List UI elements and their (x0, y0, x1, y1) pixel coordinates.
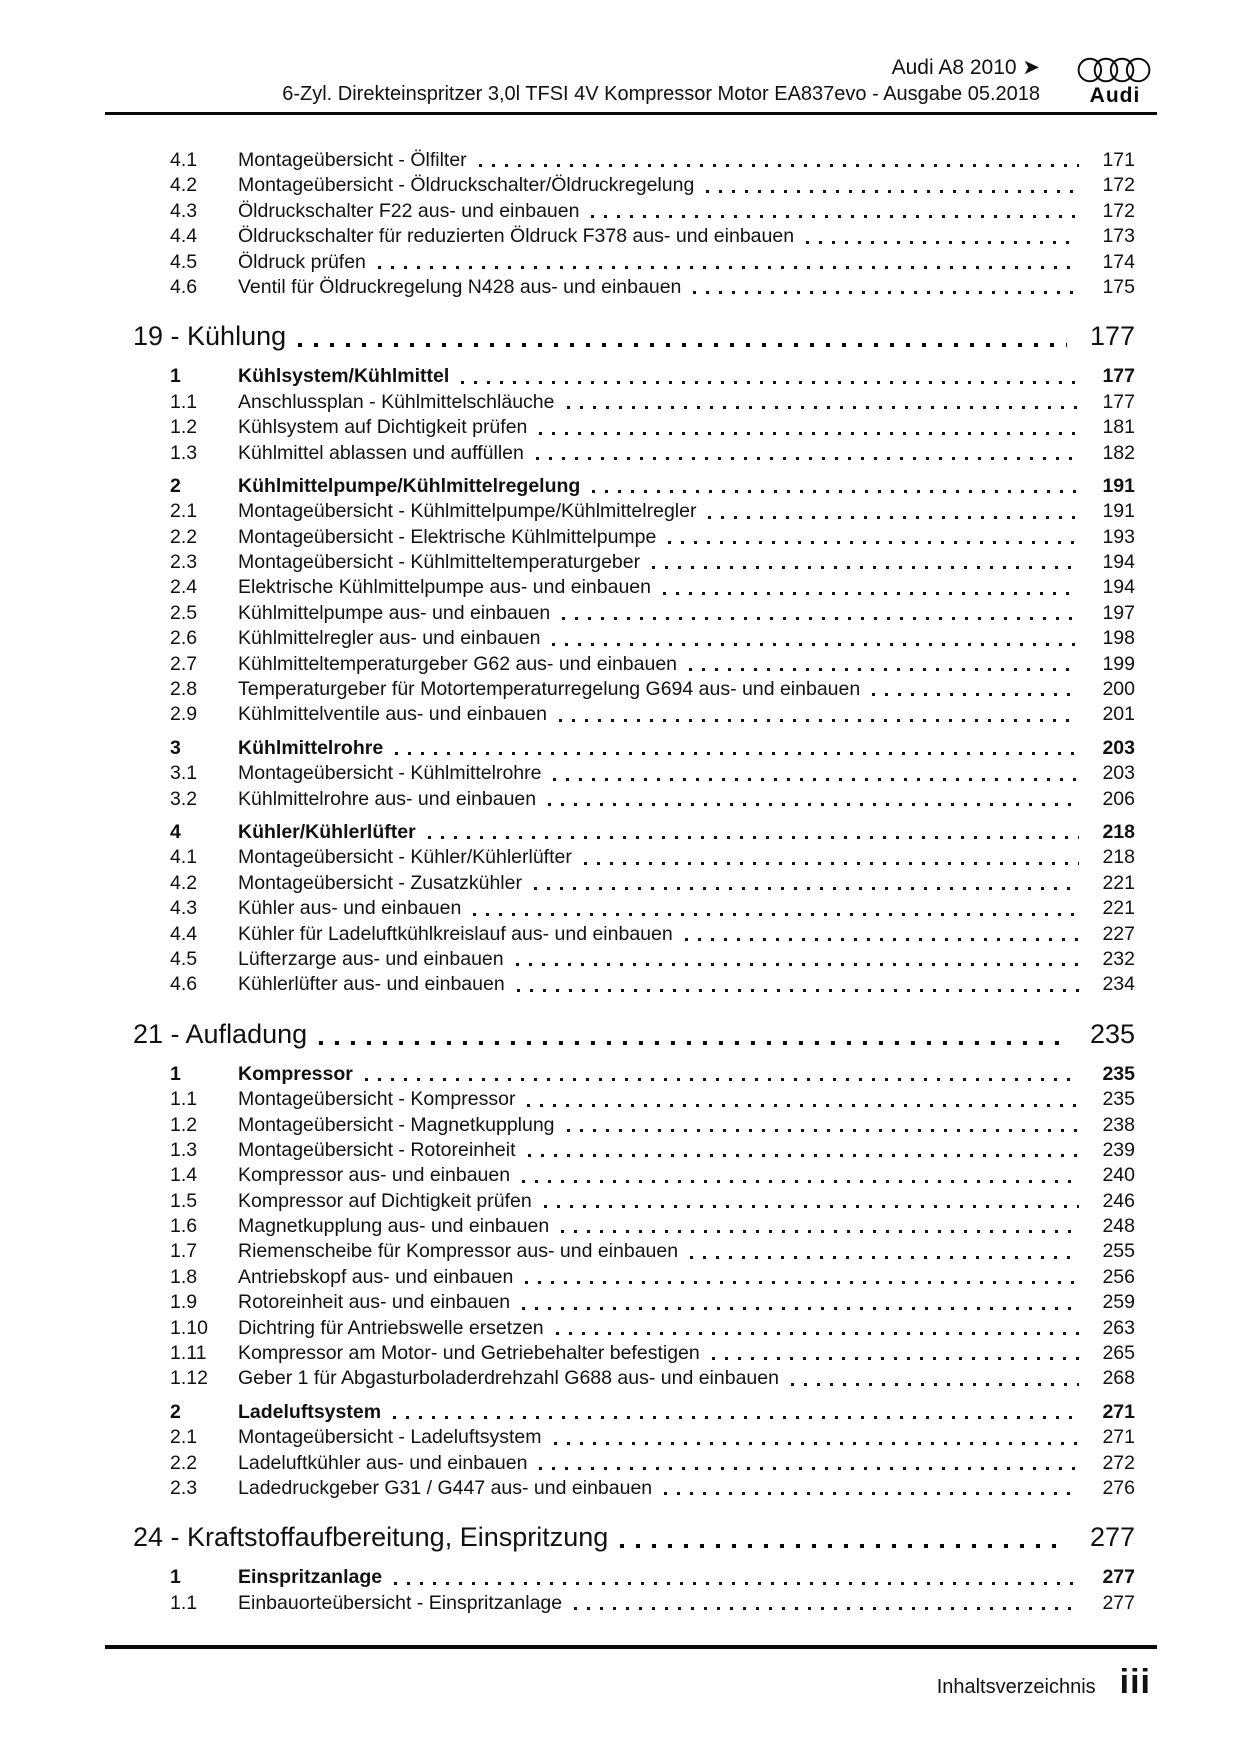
toc-entry-page: 221 (1102, 871, 1135, 894)
toc-entry-page: 271 (1102, 1426, 1135, 1449)
toc-entry-page: 218 (1102, 846, 1135, 869)
toc-entry-row[interactable] (105, 415, 1157, 440)
toc-entry-number: 4.3 (170, 199, 198, 222)
toc-entry-row[interactable] (105, 1591, 1157, 1616)
toc-entry-number: 1.3 (170, 441, 198, 464)
toc-entry-row[interactable] (105, 1451, 1157, 1476)
dot-leader (666, 525, 1079, 550)
toc-entry-title: Montageübersicht - Zusatzkühler (238, 871, 522, 894)
toc-entry-page: 240 (1102, 1164, 1135, 1187)
toc-entry-page: 203 (1102, 762, 1135, 785)
toc-entry-number: 2.3 (170, 551, 198, 574)
toc-entry-row[interactable] (105, 702, 1157, 727)
toc-entry-row[interactable] (105, 148, 1157, 173)
toc-entry-row[interactable] (105, 199, 1157, 224)
toc-entry-title: Kühlerlüfter aus- und einbauen (238, 973, 505, 996)
toc-entry-row[interactable] (105, 896, 1157, 921)
header-text (105, 54, 1157, 108)
toc-entry-page: 232 (1102, 947, 1135, 970)
dot-leader (590, 474, 1079, 499)
dot-leader (618, 1517, 1067, 1557)
toc-entry-title: Montageübersicht - Elektrische Kühlmittelpumpe (238, 525, 657, 548)
toc-entry-row[interactable] (105, 947, 1157, 972)
dot-leader (393, 736, 1079, 761)
toc-entry-row[interactable] (105, 1400, 1157, 1425)
dot-leader (589, 199, 1079, 224)
dot-leader (363, 1062, 1079, 1087)
footer-rule (105, 1645, 1157, 1649)
toc-entry-title: Kompressor am Motor- und Getriebehalter befestigen (238, 1342, 700, 1365)
toc-entry-number: 1.4 (170, 1164, 198, 1187)
toc-entry-row[interactable] (105, 736, 1157, 761)
toc-entry-number: 1.11 (170, 1342, 207, 1365)
toc-entry-number: 2.3 (170, 1476, 198, 1499)
toc-entry-number: 1.6 (170, 1215, 198, 1238)
toc-chapter-row[interactable] (105, 316, 1157, 356)
header-model-line: Audi A8 2010 ➤ (891, 56, 1040, 79)
toc-entry-title: Kühlmittelventile aus- und einbauen (238, 703, 547, 726)
toc-entry-page: 172 (1102, 174, 1135, 197)
toc-entry-page: 175 (1102, 275, 1135, 298)
toc-entry-row[interactable] (105, 601, 1157, 626)
toc-entry-title: Elektrische Kühlmittelpumpe aus- und einbauen (238, 576, 651, 599)
toc-entry-number: 2.7 (170, 652, 198, 675)
dot-leader (542, 1189, 1079, 1214)
toc-entry-number: 1.10 (170, 1316, 208, 1339)
toc-entry-title: Montageübersicht - Kühlmittelpumpe/Kühlmittelregler (238, 500, 697, 523)
toc (105, 148, 1157, 1616)
toc-entry-title: Öldruckschalter F22 aus- und einbauen (238, 199, 580, 222)
footer-label: Inhaltsverzeichnis (936, 1676, 1096, 1698)
dot-leader (661, 575, 1079, 600)
toc-chapter-page: 235 (1089, 1018, 1135, 1049)
dot-leader (572, 1591, 1079, 1616)
toc-entry-number: 2.1 (170, 1426, 198, 1449)
toc-entry-title: Montageübersicht - Rotoreinheit (238, 1138, 516, 1161)
toc-entry-row[interactable] (105, 1316, 1157, 1341)
toc-chapter-title: 19 - Kühlung (133, 321, 287, 352)
toc-entry-number: 4.1 (170, 149, 198, 171)
toc-entry-row[interactable] (105, 364, 1157, 389)
header-subtitle: 6-Zyl. Direkteinspritzer 3,0l TFSI 4V Kompressor Motor EA837evo - Ausgabe 05.2018 (282, 83, 1040, 105)
toc-chapter-page: 277 (1089, 1522, 1135, 1553)
toc-entry-title: Kühler/Kühlerlüfter (238, 820, 416, 843)
toc-entry-title: Montageübersicht - Öldruckschalter/Öldruckregelung (238, 174, 695, 197)
toc-entry-number: 1 (170, 365, 181, 388)
toc-entry-row[interactable] (105, 474, 1157, 499)
toc-entry-row[interactable] (105, 922, 1157, 947)
dot-leader (704, 173, 1079, 198)
toc-entry-row[interactable] (105, 1062, 1157, 1087)
toc-entry-row[interactable] (105, 1565, 1157, 1590)
toc-entry-row[interactable] (105, 677, 1157, 702)
toc-entry-title: Kühlsystem auf Dichtigkeit prüfen (238, 416, 528, 439)
toc-entry-title: Kühlmittelrohre aus- und einbauen (238, 787, 537, 810)
toc-entry-row[interactable] (105, 1087, 1157, 1112)
toc-entry-number: 4.4 (170, 225, 198, 248)
dot-leader (662, 1476, 1079, 1501)
toc-entry-row[interactable] (105, 1265, 1157, 1290)
dot-leader (426, 820, 1079, 845)
toc-entry-page: 200 (1102, 678, 1135, 701)
toc-entry-page: 227 (1102, 922, 1135, 945)
toc-entry-title: Montageübersicht - Magnetkupplung (238, 1113, 555, 1136)
dot-leader (582, 845, 1079, 870)
toc-entry-number: 1 (170, 1566, 181, 1589)
toc-entry-row[interactable] (105, 871, 1157, 896)
toc-entry-title: Geber 1 für Abgasturboladerdrehzahl G688 aus- und einbauen (238, 1367, 779, 1390)
toc-entry-page: 173 (1102, 225, 1135, 248)
toc-entry-number: 3.1 (170, 762, 198, 785)
dot-leader (296, 316, 1067, 356)
toc-entry-page: 197 (1102, 601, 1135, 624)
toc-entry-page: 265 (1102, 1342, 1135, 1365)
toc-entry-number: 3 (170, 736, 181, 759)
toc-entry-row[interactable] (105, 525, 1157, 550)
toc-entry-title: Kühlmittelpumpe aus- und einbauen (238, 601, 551, 624)
toc-entry-page: 191 (1102, 500, 1135, 523)
dot-leader (552, 1425, 1080, 1450)
toc-entry-title: Ladedruckgeber G31 / G447 aus- und einbauen (238, 1476, 653, 1499)
toc-entry-page: 171 (1102, 149, 1135, 171)
dot-leader (537, 415, 1079, 440)
toc-entry-number: 2.2 (170, 1451, 198, 1474)
toc-entry-row[interactable] (105, 845, 1157, 870)
toc-entry-number: 4.2 (170, 174, 198, 197)
toc-entry-page: 276 (1102, 1476, 1135, 1499)
toc-entry-number: 1.12 (170, 1367, 208, 1390)
dot-leader (789, 1366, 1079, 1391)
toc-entry-title: Kühlmittel ablassen und auffüllen (238, 441, 524, 464)
toc-entry-number: 2.4 (170, 576, 198, 599)
toc-entry-number: 1.9 (170, 1291, 198, 1314)
toc-entry-row[interactable] (105, 1189, 1157, 1214)
toc-entry-title: Montageübersicht - Kühler/Kühlerlüfter (238, 846, 572, 869)
dot-leader (514, 947, 1079, 972)
toc-entry-page: 194 (1102, 551, 1135, 574)
toc-entry-number: 1 (170, 1062, 181, 1085)
toc-entry-number: 4.5 (170, 947, 198, 970)
toc-entry-number: 2.5 (170, 601, 198, 624)
toc-entry-page: 201 (1102, 703, 1135, 726)
toc-entry-title: Kühler für Ladeluftkühlkreislauf aus- und einbauen (238, 922, 673, 945)
toc-entry-title: Einspritzanlage (238, 1566, 383, 1589)
toc-entry-title: Dichtring für Antriebswelle ersetzen (238, 1316, 544, 1339)
toc-entry-row[interactable] (105, 575, 1157, 600)
dot-leader (546, 787, 1079, 812)
toc-entry-page: 203 (1102, 736, 1135, 759)
toc-entry-number: 2.6 (170, 627, 198, 650)
toc-entry-page: 193 (1102, 525, 1135, 548)
toc-entry-title: Kühlmittelpumpe/Kühlmittelregelung (238, 474, 581, 497)
dot-leader (520, 1290, 1079, 1315)
toc-entry-row[interactable] (105, 224, 1157, 249)
page-header (105, 54, 1157, 115)
toc-entry-number: 3.2 (170, 787, 198, 810)
toc-entry-row[interactable] (105, 1113, 1157, 1138)
toc-entry-row[interactable] (105, 1290, 1157, 1315)
toc-entry-row[interactable] (105, 761, 1157, 786)
toc-entry-title: Kühlmitteltemperaturgeber G62 aus- und einbauen (238, 652, 678, 675)
toc-entry-page: 248 (1102, 1215, 1135, 1238)
toc-entry-number: 1.5 (170, 1189, 198, 1212)
toc-entry-title: Kühlsystem/Kühlmittel (238, 365, 450, 388)
toc-entry-row[interactable] (105, 626, 1157, 651)
toc-chapter-row[interactable] (105, 1517, 1157, 1557)
toc-entry-row[interactable] (105, 1138, 1157, 1163)
toc-entry-page: 235 (1102, 1088, 1135, 1111)
toc-entry-row[interactable] (105, 1239, 1157, 1264)
toc-entry-title: Kompressor auf Dichtigkeit prüfen (238, 1189, 532, 1212)
toc-entry-number: 1.2 (170, 416, 198, 439)
toc-entry-page: 246 (1102, 1189, 1135, 1212)
dot-leader (691, 275, 1079, 300)
audi-logo (1077, 56, 1153, 108)
toc-chapter-title: 24 - Kraftstoffaufbereitung, Einspritzung (133, 1522, 609, 1553)
toc-entry-title: Öldruckschalter für reduzierten Öldruck F378 aus- und einbauen (238, 225, 795, 248)
toc-entry-page: 256 (1102, 1265, 1135, 1288)
dot-leader (392, 1565, 1079, 1590)
toc-entry-page: 199 (1102, 652, 1135, 675)
dot-leader (565, 390, 1080, 415)
toc-entry-page: 174 (1102, 250, 1135, 273)
dot-leader (532, 871, 1079, 896)
toc-entry-row[interactable] (105, 820, 1157, 845)
toc-entry-title: Rotoreinheit aus- und einbauen (238, 1291, 511, 1314)
toc-entry-page: 238 (1102, 1113, 1135, 1136)
dot-leader (376, 250, 1079, 275)
toc-entry-number: 1.3 (170, 1138, 198, 1161)
toc-entry-title: Montageübersicht - Ölfilter (238, 149, 467, 171)
toc-entry-row[interactable] (105, 550, 1157, 575)
toc-entry-row[interactable] (105, 652, 1157, 677)
toc-entry-number: 4.1 (170, 846, 198, 869)
dot-leader (559, 1214, 1079, 1239)
toc-entry-number: 1.8 (170, 1265, 198, 1288)
toc-entry-page: 268 (1102, 1367, 1135, 1390)
header-rule (105, 112, 1157, 115)
toc-entry-row[interactable] (105, 390, 1157, 415)
toc-entry-title: Lüfterzarge aus- und einbauen (238, 947, 504, 970)
dot-leader (525, 1087, 1079, 1112)
toc-entry-title: Anschlussplan - Kühlmittelschläuche (238, 390, 555, 413)
dot-leader (554, 1316, 1079, 1341)
toc-entry-page: 177 (1102, 390, 1135, 413)
toc-entry-title: Riemenscheibe für Kompressor aus- und einbauen (238, 1240, 679, 1263)
dot-leader (706, 499, 1079, 524)
toc-entry-row[interactable] (105, 499, 1157, 524)
page-footer (105, 1645, 1157, 1702)
audi-wordmark: Audi (1089, 84, 1141, 107)
dot-leader (526, 1138, 1080, 1163)
toc-entry-title: Kühlmittelrohre (238, 736, 384, 759)
toc-entry-number: 4.5 (170, 250, 198, 273)
toc-entry-row[interactable] (105, 1214, 1157, 1239)
toc-entry-number: 1.1 (170, 390, 198, 413)
toc-chapter-row[interactable] (105, 1014, 1157, 1054)
toc-entry-page: 277 (1102, 1591, 1135, 1614)
toc-entry-page: 234 (1102, 973, 1135, 996)
toc-entry-number: 1.1 (170, 1591, 198, 1614)
toc-entry-title: Kühlmittelregler aus- und einbauen (238, 627, 541, 650)
dot-leader (565, 1113, 1079, 1138)
dot-leader (537, 1451, 1079, 1476)
toc-entry-title: Kompressor (238, 1062, 353, 1085)
toc-entry-page: 255 (1102, 1240, 1135, 1263)
toc-entry-number: 1.2 (170, 1113, 198, 1136)
toc-entry-title: Kompressor aus- und einbauen (238, 1164, 511, 1187)
dot-leader (804, 224, 1079, 249)
toc-entry-row[interactable] (105, 972, 1157, 997)
toc-entry-number: 2.8 (170, 678, 198, 701)
toc-chapter-page: 177 (1089, 321, 1135, 352)
toc-entry-title: Ladeluftkühler aus- und einbauen (238, 1451, 528, 1474)
toc-entry-number: 4.3 (170, 897, 198, 920)
toc-entry-row[interactable] (105, 1341, 1157, 1366)
dot-leader (710, 1341, 1079, 1366)
toc-entry-number: 4 (170, 820, 181, 843)
toc-entry-title: Montageübersicht - Kühlmittelrohre (238, 762, 542, 785)
toc-entry-title: Kühler aus- und einbauen (238, 897, 462, 920)
footer-text (105, 1663, 1157, 1702)
toc-entry-page: 191 (1102, 474, 1135, 497)
toc-entry-page: 259 (1102, 1291, 1135, 1314)
toc-entry-page: 198 (1102, 627, 1135, 650)
toc-entry-page: 181 (1102, 416, 1135, 439)
toc-entry-number: 2.1 (170, 500, 198, 523)
toc-entry-number: 4.6 (170, 973, 198, 996)
toc-entry-title: Montageübersicht - Ladeluftsystem (238, 1426, 542, 1449)
toc-entry-row[interactable] (105, 1476, 1157, 1501)
toc-entry-page: 263 (1102, 1316, 1135, 1339)
dot-leader (523, 1265, 1079, 1290)
toc-entry-page: 218 (1102, 820, 1135, 843)
toc-entry-number: 2 (170, 1400, 181, 1423)
dot-leader (560, 601, 1079, 626)
toc-entry-title: Öldruck prüfen (238, 250, 366, 273)
dot-leader (683, 922, 1079, 947)
toc-entry-page: 239 (1102, 1138, 1135, 1161)
dot-leader (520, 1163, 1079, 1188)
dot-leader (688, 1239, 1079, 1264)
toc-entry-page: 272 (1102, 1451, 1135, 1474)
toc-entry-page: 182 (1102, 441, 1135, 464)
toc-entry-title: Temperaturgeber für Motortemperaturregelung G694 aus- und einbauen (238, 678, 861, 701)
toc-entry-number: 4.6 (170, 275, 198, 298)
toc-entry-row[interactable] (105, 250, 1157, 275)
toc-entry-number: 1.7 (170, 1240, 198, 1263)
toc-entry-page: 277 (1102, 1566, 1135, 1589)
dot-leader (317, 1014, 1067, 1054)
dot-leader (550, 626, 1079, 651)
toc-entry-title: Montageübersicht - Kompressor (238, 1088, 516, 1111)
toc-entry-page: 235 (1102, 1062, 1135, 1085)
toc-entry-row[interactable] (105, 441, 1157, 466)
toc-entry-title: Magnetkupplung aus- und einbauen (238, 1215, 550, 1238)
dot-leader (515, 972, 1079, 997)
toc-entry-title: Ladeluftsystem (238, 1400, 382, 1423)
dot-leader (471, 896, 1079, 921)
toc-entry-number: 2.2 (170, 525, 198, 548)
toc-entry-title: Montageübersicht - Kühlmitteltemperaturgeber (238, 551, 641, 574)
toc-entry-number: 4.2 (170, 871, 198, 894)
dot-leader (391, 1400, 1079, 1425)
toc-entry-page: 172 (1102, 199, 1135, 222)
footer-page-number: iii (1119, 1663, 1151, 1701)
toc-entry-row[interactable] (105, 1425, 1157, 1450)
toc-entry-row[interactable] (105, 1366, 1157, 1391)
toc-entry-number: 4.4 (170, 922, 198, 945)
toc-chapter-title: 21 - Aufladung (133, 1018, 308, 1049)
toc-entry-title: Antriebskopf aus- und einbauen (238, 1265, 514, 1288)
toc-entry-page: 221 (1102, 897, 1135, 920)
toc-entry-row[interactable] (105, 787, 1157, 812)
toc-entry-title: Ventil für Öldruckregelung N428 aus- und einbauen (238, 275, 682, 298)
toc-entry-page: 206 (1102, 787, 1135, 810)
toc-entry-page: 177 (1102, 365, 1135, 388)
dot-leader (534, 441, 1079, 466)
dot-leader (870, 677, 1079, 702)
dot-leader (687, 652, 1079, 677)
toc-entry-number: 2.9 (170, 703, 198, 726)
toc-entry-number: 2 (170, 474, 181, 497)
toc-entry-page: 271 (1102, 1400, 1135, 1423)
dot-leader (650, 550, 1079, 575)
dot-leader (477, 148, 1079, 173)
dot-leader (459, 364, 1079, 389)
toc-entry-row[interactable] (105, 275, 1157, 300)
toc-entry-row[interactable] (105, 1163, 1157, 1188)
dot-leader (557, 702, 1079, 727)
dot-leader (551, 761, 1079, 786)
toc-entry-page: 194 (1102, 576, 1135, 599)
toc-entry-title: Einbauorteübersicht - Einspritzanlage (238, 1591, 563, 1614)
audi-rings-icon (1077, 56, 1151, 84)
toc-entry-number: 1.1 (170, 1088, 198, 1111)
toc-entry-row[interactable] (105, 173, 1157, 198)
